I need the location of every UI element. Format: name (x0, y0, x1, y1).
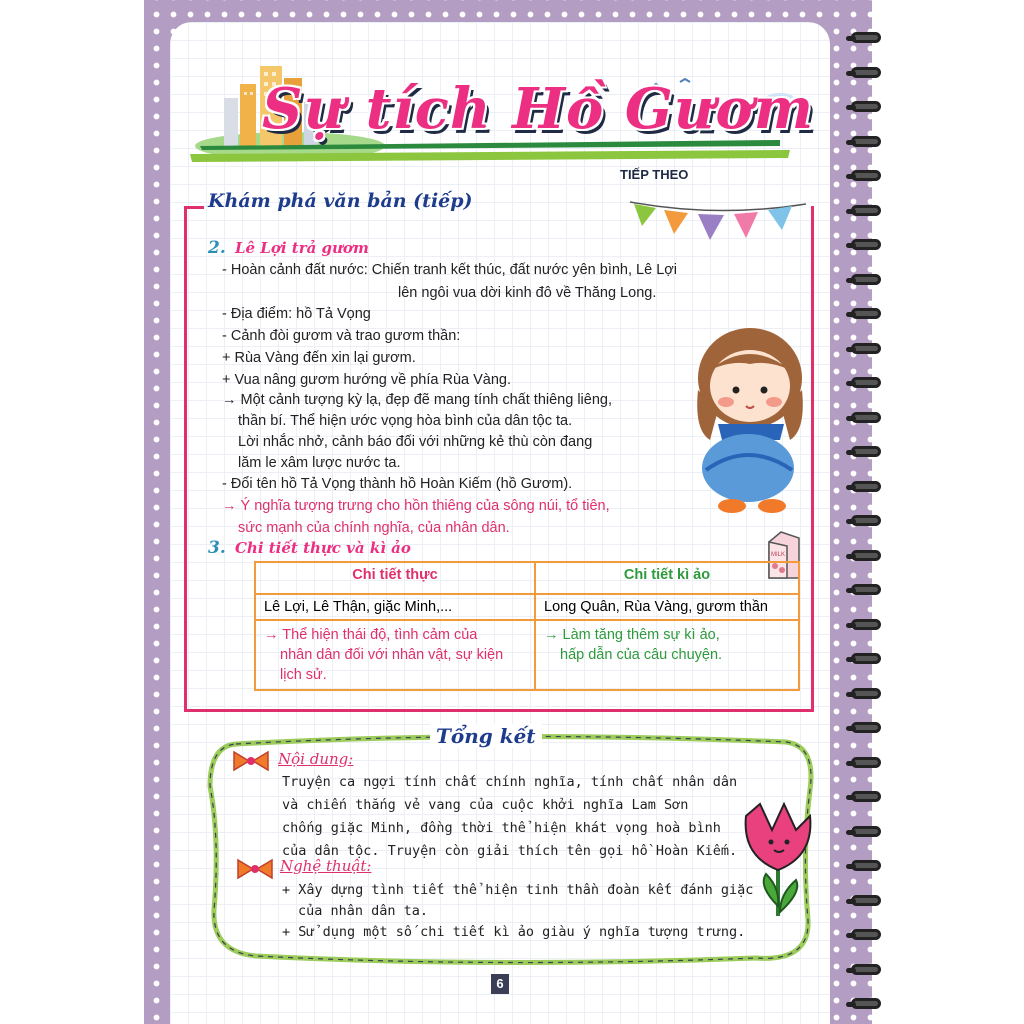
art-label: Nghệ thuật: (280, 857, 372, 875)
bow-icon (232, 750, 270, 772)
continued-label: TIẾP THEO (620, 167, 689, 182)
part2-line: - Địa điểm: hồ Tả Vọng (222, 306, 371, 322)
part2-meaning-line: sức mạnh của chính nghĩa, của nhân dân. (238, 520, 510, 536)
spiral-ring (851, 584, 881, 595)
part2-line: + Vua nâng gươm hướng về phía Rùa Vàng. (222, 372, 512, 388)
dress (702, 434, 794, 502)
part2-heading (208, 238, 369, 258)
spiral-ring (851, 308, 881, 319)
spiral-ring (851, 791, 881, 802)
page-title: Sự tích Hồ Gươm (262, 76, 815, 142)
part2-line: - Đổi tên hồ Tả Vọng thành hồ Hoàn Kiếm (hồ Gươm). (222, 476, 573, 492)
spiral-ring (851, 515, 881, 526)
part2-line: lăm le xâm lược nước ta. (238, 455, 401, 471)
part2-line: Lời nhắc nhở, cảnh báo đối với những kẻ thù còn đang (238, 434, 593, 450)
table-row (255, 620, 799, 690)
spiral-ring (851, 688, 881, 699)
section-heading: Khám phá văn bản (tiếp) (208, 190, 473, 212)
summary-heading: Tổng kết (430, 724, 542, 748)
spiral-ring (851, 274, 881, 285)
part2-title: Lê Lợi trả gươm (234, 239, 369, 257)
cell-real: Lê Lợi, Lê Thận, giặc Minh,... (255, 594, 535, 620)
spiral-ring (851, 481, 881, 492)
content-line: Truyện ca ngợi tính chất chính nghĩa, tính chất nhân dân (282, 774, 738, 790)
content-line: và chiến thắng vẻ vang của cuộc khởi nghĩa Lam Sơn (282, 797, 689, 813)
spiral-ring (851, 170, 881, 181)
spiral-ring (851, 860, 881, 871)
spiral-ring (851, 550, 881, 561)
table-header-row (255, 562, 799, 594)
cell-magic: Long Quân, Rùa Vàng, gươm thần (535, 594, 799, 620)
cell-line: → Làm tăng thêm sự kì ảo, (544, 627, 720, 643)
spiral-ring (851, 722, 881, 733)
spiral-ring (851, 67, 881, 78)
tulip-illustration (738, 796, 818, 924)
cell-line: → Thể hiện thái độ, tình cảm của (264, 627, 478, 643)
spiral-ring (851, 32, 881, 43)
building-icon (240, 84, 256, 146)
spiral-ring (851, 998, 881, 1009)
part2-line: thần bí. Thể hiện ước vọng hòa bình của dân tộc ta. (238, 413, 573, 429)
spiral-ring (851, 239, 881, 250)
part2-line: → Một cảnh tượng kỳ lạ, đẹp đẽ mang tính chất thiêng liêng, (222, 392, 612, 408)
column-header-real: Chi tiết thực (255, 562, 535, 594)
spiral-ring (851, 929, 881, 940)
cell-real-meaning (255, 620, 535, 690)
girl-illustration (688, 320, 818, 520)
part2-line: lên ngôi vua dời kinh đô về Thăng Long. (398, 285, 657, 301)
spiral-ring (851, 412, 881, 423)
part2-number: 2. (208, 238, 226, 258)
spiral-ring (851, 964, 881, 975)
art-line: + Xây dựng tình tiết thể hiện tinh thần đoàn kết đánh giặc (282, 882, 754, 898)
spiral-ring (851, 826, 881, 837)
cell-magic-meaning (535, 620, 799, 690)
part2-line: - Cảnh đòi gươm và trao gươm thần: (222, 328, 461, 344)
building-icon (224, 98, 238, 146)
bow-icon (236, 858, 274, 880)
part2-meaning-line: → Ý nghĩa tượng trưng cho hồn thiêng của sông núi, tổ tiên, (222, 498, 610, 514)
milk-label: MILK (771, 552, 786, 558)
table-row (255, 594, 799, 620)
cell-line: hấp dẫn của câu chuyện. (560, 647, 723, 663)
page-number: 6 (491, 974, 509, 994)
spiral-ring (851, 653, 881, 664)
spiral-ring (851, 136, 881, 147)
part2-line: + Rùa Vàng đến xin lại gươm. (222, 350, 416, 366)
part3-number: 3. (208, 538, 226, 558)
spiral-ring (851, 757, 881, 768)
art-line: của nhân dân ta. (298, 903, 429, 919)
art-line: + Sử dụng một số chi tiết kì ảo giàu ý nghĩa tượng trưng. (282, 924, 746, 940)
spiral-ring (851, 343, 881, 354)
details-table (254, 561, 800, 691)
content-label: Nội dung: (278, 750, 354, 768)
spiral-ring (851, 101, 881, 112)
spiral-ring (851, 205, 881, 216)
column-header-magic: Chi tiết kì ảo (535, 562, 799, 594)
content-line: chống giặc Minh, đồng thời thể hiện khát vọng hoà bình (282, 820, 721, 836)
part3-heading (208, 538, 411, 558)
spiral-ring (851, 377, 881, 388)
part3-title: Chi tiết thực và kì ảo (234, 539, 411, 557)
spiral-ring (851, 619, 881, 630)
cell-line: lịch sử. (280, 667, 327, 683)
part2-line: - Hoàn cảnh đất nước: Chiến tranh kết thúc, đất nước yên bình, Lê Lợi (222, 262, 678, 278)
cell-line: nhân dân đối với nhân vật, sự kiện (280, 647, 504, 663)
spiral-ring (851, 446, 881, 457)
content-line: của dân tộc. Truyện còn giải thích tên gọi hồ Hoàn Kiếm. (282, 843, 738, 859)
spiral-ring (851, 895, 881, 906)
